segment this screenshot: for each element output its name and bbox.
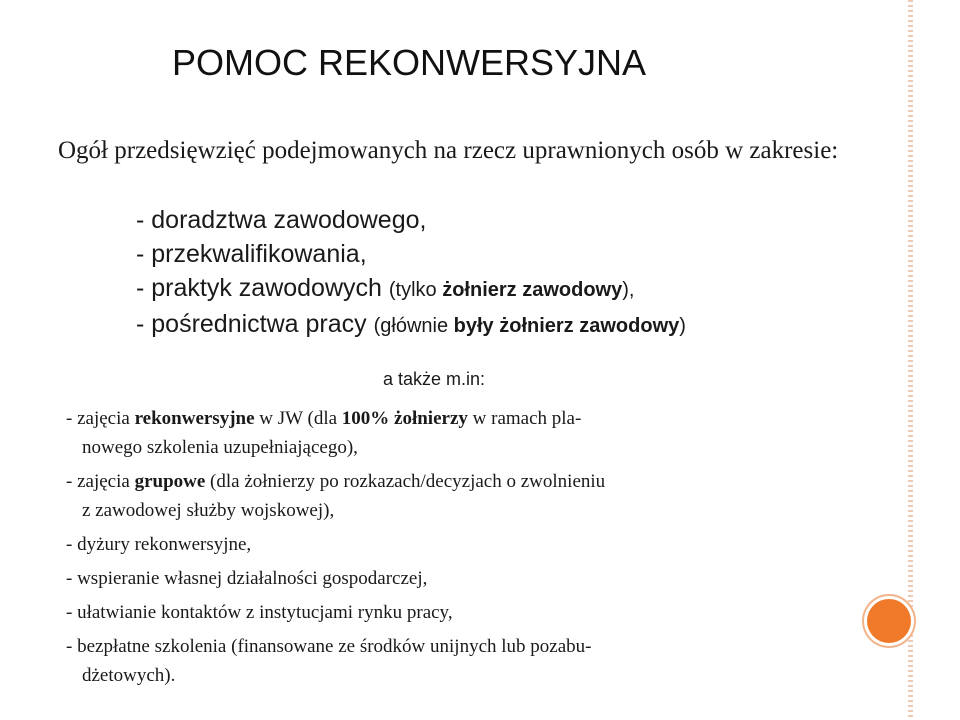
main-list: [136, 203, 686, 343]
item-text: - bezpłatne szkolenia (finansowane ze środków unijnych lub pozabu-: [66, 636, 592, 657]
note-bold: były żołnierz zawodowy: [453, 315, 680, 337]
item-note: [374, 315, 686, 337]
item-continuation: dżetowych).: [82, 665, 176, 686]
also-label: a także m.in:: [383, 369, 486, 389]
list-item: - ułatwianie kontaktów z instytucjami rynku pracy,: [66, 602, 453, 623]
list-item: - dyżury rekonwersyjne,: [66, 534, 252, 555]
note-bold: żołnierz zawodowy: [442, 279, 623, 301]
list-item: [136, 271, 686, 307]
note-open: (głównie: [373, 315, 454, 337]
item-text: - pośrednictwa pracy: [136, 310, 374, 338]
item-continuation: z zawodowej służby wojskowej),: [82, 500, 335, 521]
item-text: - praktyk zawodowych: [136, 274, 389, 302]
list-item: - przekwalifikowania,: [136, 240, 367, 268]
note-close: ),: [622, 279, 635, 301]
intro-paragraph: Ogół przedsięwzięć podejmowanych na rzecz uprawnionych osób w zakresie:: [58, 137, 839, 164]
list-item: [66, 404, 876, 462]
item-text: w JW (dla: [254, 408, 342, 429]
list-item: [136, 307, 686, 343]
list-item: - wspieranie własnej działalności gospodarczej,: [66, 568, 428, 589]
detail-list: [66, 404, 876, 695]
item-text: - zajęcia: [66, 471, 135, 492]
item-text: (dla żołnierzy po rozkazach/decyzjach o zwolnieniu: [205, 471, 606, 492]
item-bold: grupowe: [134, 471, 206, 492]
list-item: [66, 467, 876, 525]
list-item: - doradztwa zawodowego,: [136, 206, 427, 234]
item-text: - zajęcia: [66, 408, 135, 429]
item-bold: rekonwersyjne: [134, 408, 255, 429]
item-text: w ramach pla-: [467, 408, 582, 429]
slide-title: POMOC REKONWERSYJNA: [172, 42, 647, 83]
list-item: [66, 632, 876, 690]
note-open: (tylko: [388, 279, 443, 301]
item-continuation: nowego szkolenia uzupełniającego),: [82, 437, 358, 458]
note-close: ): [679, 315, 686, 337]
item-note: [389, 279, 635, 301]
item-bold: 100% żołnierzy: [341, 408, 468, 429]
